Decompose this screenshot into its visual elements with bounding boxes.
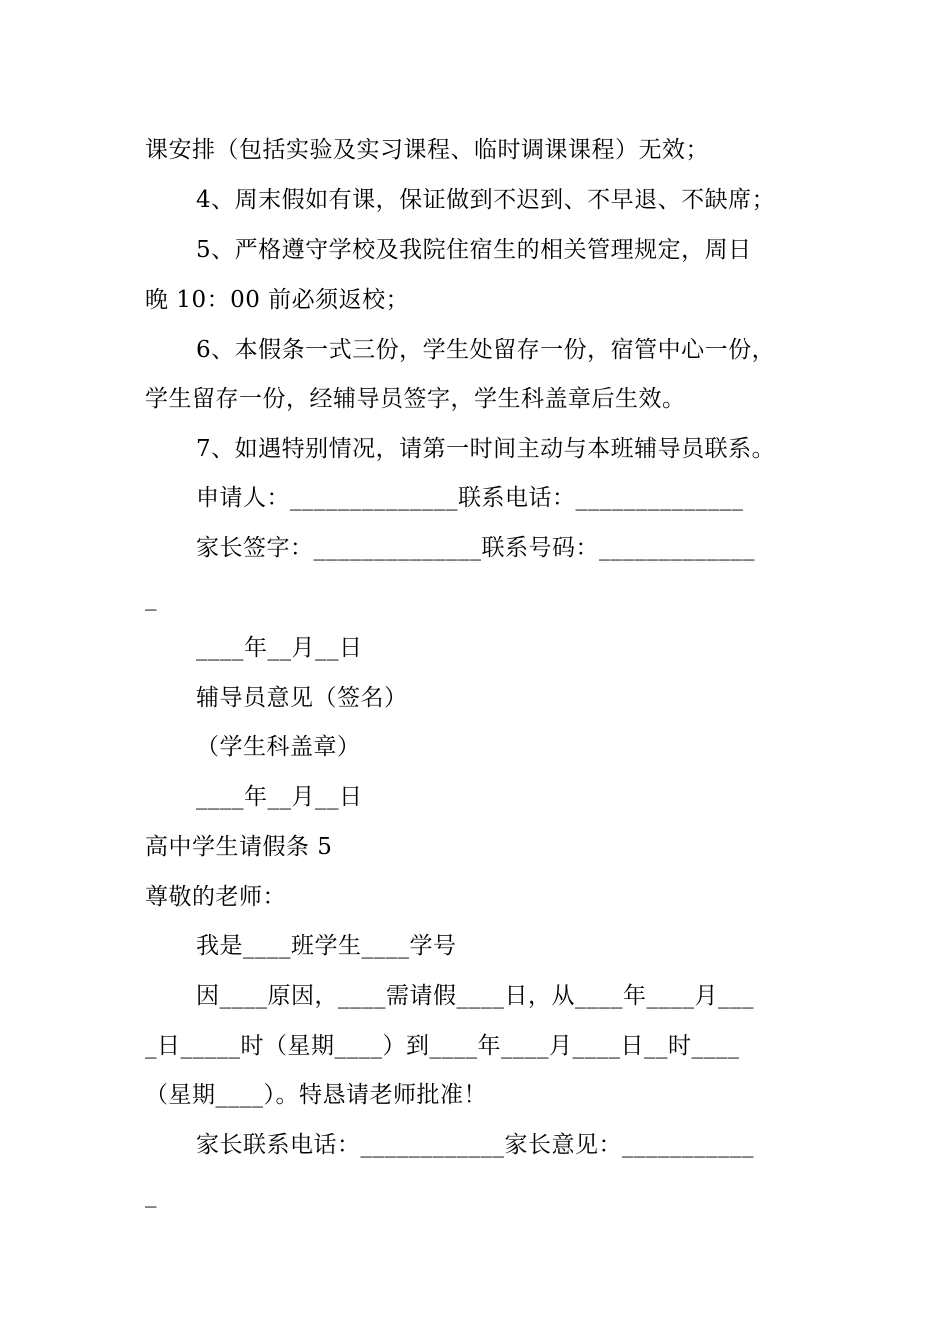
text-line-19: _日_____时（星期____）到____年____月____日__时____ <box>145 1033 740 1059</box>
text-line-22: _ <box>145 1182 157 1208</box>
text-line-4: 晚 10：00 前必须返校； <box>145 287 410 313</box>
text-line-7: 7、如遇特别情况，请第一时间主动与本班辅导员联系。 <box>196 436 776 462</box>
parent-contact-line: 家长联系电话：____________家长意见：___________ <box>196 1132 754 1158</box>
section-title: 高中学生请假条 5 <box>145 834 333 860</box>
date-line-1: ____年__月__日 <box>196 635 363 661</box>
salutation: 尊敬的老师： <box>145 884 286 910</box>
text-line-18: 因____原因，____需请假____日，从____年____月___ <box>196 983 754 1009</box>
parent-signature-line: 家长签字：______________联系号码：_____________ <box>196 535 755 561</box>
text-line-1: 课安排（包括实验及实习课程、临时调课课程）无效； <box>145 137 709 163</box>
text-line-3: 5、严格遵守学校及我院住宿生的相关管理规定，周日 <box>196 237 752 263</box>
text-line-20: （星期____）。特恳请老师批准！ <box>145 1082 487 1108</box>
text-line-6: 学生留存一份，经辅导员签字，学生科盖章后生效。 <box>145 386 686 412</box>
text-line-10: _ <box>145 585 157 611</box>
text-line-17: 我是____班学生____学号 <box>196 933 457 959</box>
text-line-5: 6、本假条一式三份，学生处留存一份，宿管中心一份， <box>196 337 776 363</box>
applicant-line: 申请人：______________联系电话：______________ <box>196 485 744 511</box>
text-line-2: 4、周末假如有课，保证做到不迟到、不早退、不缺席； <box>196 187 776 213</box>
counselor-opinion-line: 辅导员意见（签名） <box>196 685 408 711</box>
stamp-line: （学生科盖章） <box>196 734 361 760</box>
date-line-2: ____年__月__日 <box>196 784 363 810</box>
